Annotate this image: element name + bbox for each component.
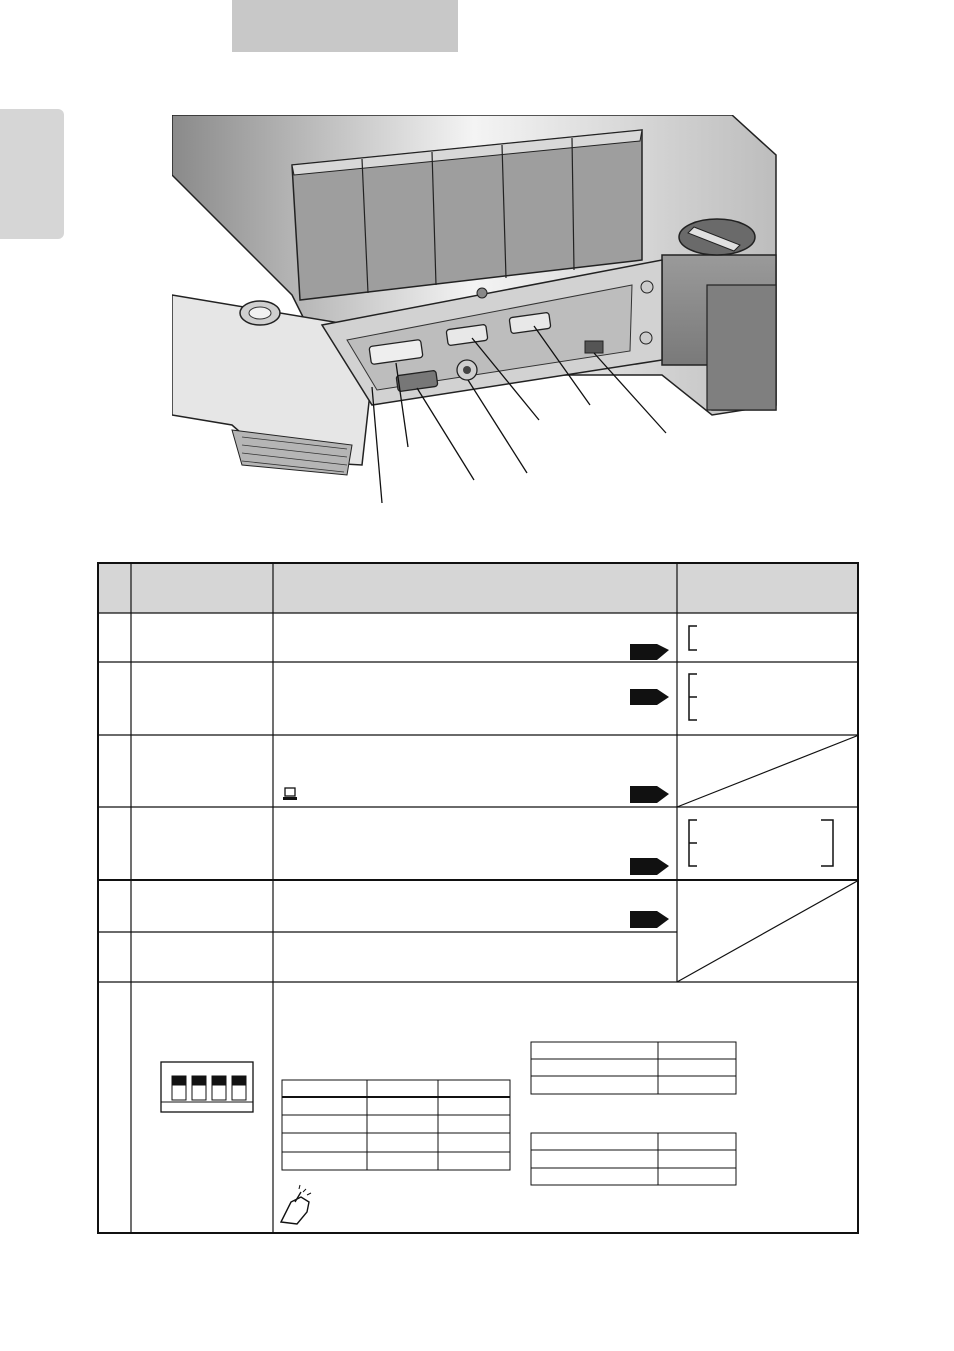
dip-switch-graphic <box>161 1062 253 1112</box>
row4-bracket-left <box>689 820 697 866</box>
chapter-side-tab <box>0 109 64 239</box>
right-block-face <box>707 285 776 410</box>
projector-rear-drawing <box>172 115 784 515</box>
projector-rear-illustration <box>172 115 784 515</box>
row4-ref-arrow <box>630 858 669 875</box>
hint-hand-icon <box>281 1185 311 1224</box>
dip-setting-table-a <box>282 1080 510 1170</box>
section-header-band <box>232 0 458 52</box>
dip-setting-table-b <box>531 1042 736 1094</box>
row2-ref-arrow <box>630 689 669 705</box>
spec-table-grid <box>97 562 859 1234</box>
row3-ref-arrow <box>630 786 669 803</box>
row4-bracket-right <box>821 820 833 866</box>
dip-switch-port <box>585 341 603 353</box>
connector-spec-table <box>97 562 859 1234</box>
table-header <box>97 562 859 613</box>
row5-ref-arrow <box>630 911 669 928</box>
row1-bracket <box>689 626 697 650</box>
row2-bracket <box>689 674 697 720</box>
row1-ref-arrow <box>630 644 669 660</box>
dip-setting-table-c <box>531 1133 736 1185</box>
computer-icon <box>283 788 297 800</box>
